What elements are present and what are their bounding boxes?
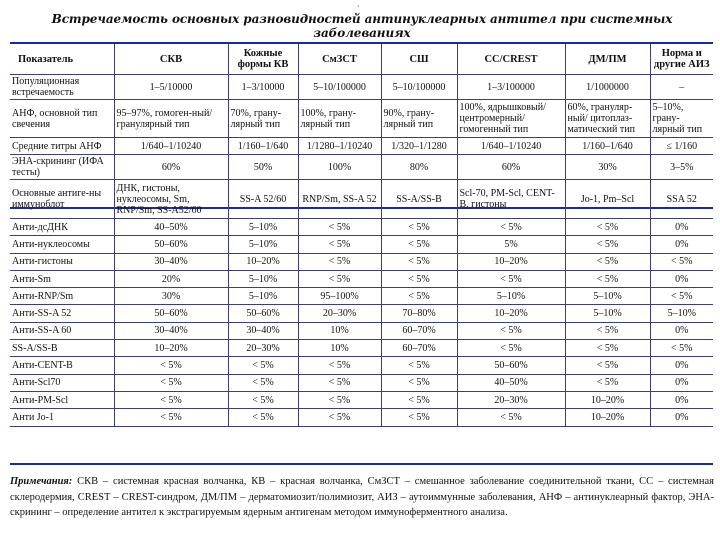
table-cell: < 5% — [298, 391, 381, 408]
table-cell: 10–20% — [228, 253, 298, 270]
table-cell: < 5% — [381, 288, 457, 305]
table-cell: 1/640–1/10240 — [114, 138, 228, 155]
table-cell: 5–10% — [228, 288, 298, 305]
table-row — [10, 357, 713, 374]
table-cell: SS-A 52/60 — [228, 180, 298, 219]
table-cell: 90%, грану-лярный тип — [381, 100, 457, 138]
row-label: Анти-гистоны — [10, 253, 114, 270]
table-cell: 0% — [650, 409, 713, 426]
row-label: Анти-Sm — [10, 270, 114, 287]
table-cell: 5–10% — [565, 288, 650, 305]
table-cell: 10–20% — [565, 409, 650, 426]
table-cell: 100% — [298, 155, 381, 180]
table-cell: – — [650, 75, 713, 100]
table-cell: < 5% — [298, 374, 381, 391]
table-cell: 5–10% — [650, 305, 713, 322]
table-row — [10, 138, 713, 155]
table-cell: 1–3/100000 — [457, 75, 565, 100]
header-cell: Норма и другие АИЗ — [650, 44, 713, 75]
table-cell: 20–30% — [228, 340, 298, 357]
row-label: Анти-RNP/Sm — [10, 288, 114, 305]
row-label: АНФ, основной тип свечения — [10, 100, 114, 138]
row-label: Анти-PM-Scl — [10, 391, 114, 408]
table-cell: < 5% — [298, 409, 381, 426]
table-cell: < 5% — [381, 253, 457, 270]
table-cell: 0% — [650, 391, 713, 408]
table-cell: 40–50% — [114, 219, 228, 236]
table-cell: ДНК, гистоны, нуклеосомы, Sm, RNP/Sm, SS-A52/60 — [114, 180, 228, 219]
table-cell: 20–30% — [298, 305, 381, 322]
table-row — [10, 409, 713, 426]
table-cell: 20–30% — [457, 391, 565, 408]
table-cell: 30–40% — [114, 322, 228, 339]
table-cell: < 5% — [457, 409, 565, 426]
table-cell: 50% — [228, 155, 298, 180]
table-cell: 5–10% — [565, 305, 650, 322]
table-cell: < 5% — [457, 270, 565, 287]
table-cell: 0% — [650, 357, 713, 374]
table-cell: < 5% — [650, 340, 713, 357]
antibody-table — [10, 44, 713, 427]
table-cell: 30–40% — [228, 322, 298, 339]
table-cell: < 5% — [298, 236, 381, 253]
row-label: Популяционная встречаемость — [10, 75, 114, 100]
table-cell: < 5% — [565, 374, 650, 391]
table-row — [10, 236, 713, 253]
row-label: Анти-CENT-B — [10, 357, 114, 374]
table-cell: 5–10/100000 — [298, 75, 381, 100]
table-cell: 10% — [298, 340, 381, 357]
table-cell: 1/640–1/10240 — [457, 138, 565, 155]
table-cell: < 5% — [228, 374, 298, 391]
table-row — [10, 270, 713, 287]
header-cell: Кожные формы КВ — [228, 44, 298, 75]
table-cell: < 5% — [565, 270, 650, 287]
notes-label: Примечания: — [10, 476, 73, 487]
table-cell: < 5% — [457, 322, 565, 339]
table-cell: < 5% — [381, 219, 457, 236]
table-cell: 5% — [457, 236, 565, 253]
row-label: Основные антиге-ны иммуноблот — [10, 180, 114, 219]
table-cell: < 5% — [381, 374, 457, 391]
table-cell: SS-A/SS-B — [381, 180, 457, 219]
table-cell: 10–20% — [457, 305, 565, 322]
dot-mark: · — [357, 2, 360, 11]
bottom-rule — [10, 463, 713, 465]
row-label: SS-A/SS-B — [10, 340, 114, 357]
table-cell: 30% — [114, 288, 228, 305]
table-cell: < 5% — [228, 409, 298, 426]
table-cell: 5–10%, грану-лярный тип — [650, 100, 713, 138]
table-cell: < 5% — [114, 357, 228, 374]
table-cell: 1–5/10000 — [114, 75, 228, 100]
table-cell: 0% — [650, 374, 713, 391]
table-row — [10, 305, 713, 322]
table-cell: 3–5% — [650, 155, 713, 180]
table-row — [10, 322, 713, 339]
table-cell: < 5% — [114, 409, 228, 426]
table-cell: SSA 52 — [650, 180, 713, 219]
table-row — [10, 391, 713, 408]
table-row — [10, 155, 713, 180]
table-cell: 30–40% — [114, 253, 228, 270]
table-row — [10, 288, 713, 305]
table-cell: < 5% — [650, 253, 713, 270]
table-cell: < 5% — [457, 340, 565, 357]
header-cell: ДМ/ПМ — [565, 44, 650, 75]
table-row — [10, 253, 713, 270]
table-cell: 70%, грану-лярный тип — [228, 100, 298, 138]
page-title: Встречаемость основных разновидностей антинуклеарных антител при системных заболеваниях — [51, 12, 673, 40]
table-cell: Jo-1, Pm–Scl — [565, 180, 650, 219]
table-cell: 50–60% — [228, 305, 298, 322]
table-cell: 80% — [381, 155, 457, 180]
header-label: Показатель — [10, 44, 114, 75]
table-cell: < 5% — [381, 236, 457, 253]
header-row — [10, 44, 713, 75]
table-cell: 60–70% — [381, 322, 457, 339]
table-row — [10, 340, 713, 357]
table-cell: 95–100% — [298, 288, 381, 305]
table-cell: < 5% — [381, 391, 457, 408]
row-label: Анти-нуклеосомы — [10, 236, 114, 253]
table-cell: 1/1000000 — [565, 75, 650, 100]
table-cell: 50–60% — [457, 357, 565, 374]
table-cell: < 5% — [298, 357, 381, 374]
table-cell: 50–60% — [114, 305, 228, 322]
table-cell: 10–20% — [114, 340, 228, 357]
table-cell: 10–20% — [565, 391, 650, 408]
table-cell: 0% — [650, 236, 713, 253]
table-row — [10, 219, 713, 236]
table-cell: < 5% — [565, 340, 650, 357]
row-label: Анти-Scl70 — [10, 374, 114, 391]
table-cell: < 5% — [298, 270, 381, 287]
table-cell: < 5% — [114, 374, 228, 391]
table-cell: 100%, грану-лярный тип — [298, 100, 381, 138]
table-cell: 60–70% — [381, 340, 457, 357]
table-cell: < 5% — [381, 270, 457, 287]
table-cell: 0% — [650, 322, 713, 339]
table-cell: 1/160–1/640 — [565, 138, 650, 155]
table-cell: < 5% — [381, 357, 457, 374]
table-cell: < 5% — [228, 357, 298, 374]
row-label: Анти Jo-1 — [10, 409, 114, 426]
table-cell: < 5% — [457, 219, 565, 236]
table-cell: 1–3/10000 — [228, 75, 298, 100]
table-cell: 40–50% — [457, 374, 565, 391]
table-cell: < 5% — [381, 409, 457, 426]
table-cell: < 5% — [650, 288, 713, 305]
table-cell: < 5% — [565, 357, 650, 374]
table-cell: 50–60% — [114, 236, 228, 253]
row-label: Анти-SS-A 60 — [10, 322, 114, 339]
table-cell: 60% — [457, 155, 565, 180]
table-cell: < 5% — [114, 391, 228, 408]
table-cell: 0% — [650, 270, 713, 287]
table-cell: < 5% — [565, 236, 650, 253]
table-cell: 20% — [114, 270, 228, 287]
table-cell: 60% — [114, 155, 228, 180]
row-label: Средние титры АНФ — [10, 138, 114, 155]
table-cell: 5–10% — [228, 270, 298, 287]
table-cell: 70–80% — [381, 305, 457, 322]
notes-text: СКВ – системная красная волчанка, КВ – красная волчанка, СмЗСТ – смешанное заболевание соединительной ткани, СС – системная склеродермия, CREST – CREST-синдром, ДМ/ПМ – дерматомиозит/полимиозит, АИЗ – аутоиммунные заболевания, АНФ – антинуклеарный фактор, ЭНА-скрининг – определение антител к экстрагируемым ядерным антигенам методом иммуноферментного анализа. — [10, 476, 714, 518]
table-cell: 30% — [565, 155, 650, 180]
row-label: Анти-дсДНК — [10, 219, 114, 236]
table-cell: < 5% — [228, 391, 298, 408]
table-cell: 100%, ядрышковый/ центромерный/ гомогенный тип — [457, 100, 565, 138]
table-cell: 5–10% — [457, 288, 565, 305]
table-cell: 1/1280–1/10240 — [298, 138, 381, 155]
table-cell: Scl-70, PM-Scl, CENT-B, гистоны — [457, 180, 565, 219]
table-cell: ≤ 1/160 — [650, 138, 713, 155]
row-label: Анти-SS-A 52 — [10, 305, 114, 322]
table-cell: 5–10% — [228, 236, 298, 253]
table-row — [10, 100, 713, 138]
table-cell: < 5% — [298, 219, 381, 236]
table-cell: < 5% — [298, 253, 381, 270]
table-cell: < 5% — [565, 322, 650, 339]
table-cell: 0% — [650, 219, 713, 236]
table-cell: 10–20% — [457, 253, 565, 270]
table-cell: 5–10/100000 — [381, 75, 457, 100]
header-cell: СШ — [381, 44, 457, 75]
table-cell: < 5% — [565, 253, 650, 270]
table-cell: 5–10% — [228, 219, 298, 236]
header-cell: СС/CREST — [457, 44, 565, 75]
notes — [10, 474, 714, 521]
table-row — [10, 180, 713, 219]
header-cell: СКВ — [114, 44, 228, 75]
table-cell: 10% — [298, 322, 381, 339]
table-cell: < 5% — [565, 219, 650, 236]
table-cell: 1/320–1/1280 — [381, 138, 457, 155]
table-row — [10, 374, 713, 391]
table-cell: 60%, грануляр-ный/ цитоплаз-матический тип — [565, 100, 650, 138]
row-label: ЭНА-скрининг (ИФА тесты) — [10, 155, 114, 180]
header-cell: СмЗСТ — [298, 44, 381, 75]
table-cell: 95–97%, гомоген-ный/ гранулярный тип — [114, 100, 228, 138]
table-cell: 1/160–1/640 — [228, 138, 298, 155]
table-row — [10, 75, 713, 100]
table-cell: RNP/Sm, SS-A 52 — [298, 180, 381, 219]
